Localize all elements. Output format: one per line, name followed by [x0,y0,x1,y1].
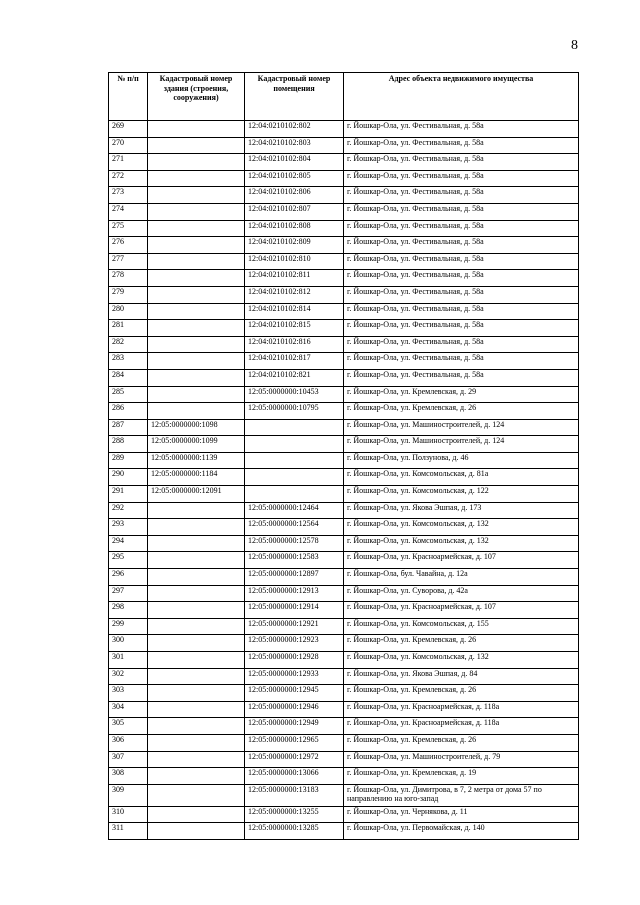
premises-cadastral-cell: 12:05:0000000:12564 [245,519,344,536]
premises-cadastral-cell [245,452,344,469]
row-number-cell: 303 [109,685,148,702]
row-number-cell: 275 [109,220,148,237]
premises-cadastral-cell: 12:05:0000000:12914 [245,602,344,619]
row-number-cell: 295 [109,552,148,569]
table-row [109,154,579,171]
premises-cadastral-cell: 12:05:0000000:12946 [245,701,344,718]
row-number-cell: 307 [109,751,148,768]
building-cadastral-cell [148,685,245,702]
address-cell: г. Йошкар-Ола, ул. Фестивальная, д. 58а [344,303,579,320]
building-cadastral-cell: 12:05:0000000:1099 [148,436,245,453]
row-number-cell: 277 [109,253,148,270]
address-cell: г. Йошкар-Ола, ул. Фестивальная, д. 58а [344,170,579,187]
building-cadastral-cell [148,718,245,735]
building-cadastral-cell [148,701,245,718]
address-cell: г. Йошкар-Ола, ул. Первомайская, д. 140 [344,823,579,840]
premises-cadastral-cell: 12:05:0000000:12945 [245,685,344,702]
building-cadastral-cell [148,823,245,840]
row-number-cell: 306 [109,734,148,751]
table-row [109,203,579,220]
row-number-cell: 300 [109,635,148,652]
address-cell: г. Йошкар-Ола, ул. Фестивальная, д. 58а [344,320,579,337]
address-cell: г. Йошкар-Ола, ул. Комсомольская, д. 122 [344,486,579,503]
table-row [109,734,579,751]
address-cell: г. Йошкар-Ола, ул. Ползунова, д. 46 [344,452,579,469]
row-number-cell: 272 [109,170,148,187]
header-premises-cadastral: Кадастровый номер помещения [245,73,344,121]
table-row [109,652,579,669]
row-number-cell: 290 [109,469,148,486]
address-cell: г. Йошкар-Ола, ул. Фестивальная, д. 58а [344,203,579,220]
row-number-cell: 294 [109,535,148,552]
premises-cadastral-cell: 12:05:0000000:12913 [245,585,344,602]
address-cell: г. Йошкар-Ола, ул. Машиностроителей, д. 124 [344,436,579,453]
building-cadastral-cell: 12:05:0000000:1098 [148,419,245,436]
row-number-cell: 302 [109,668,148,685]
building-cadastral-cell [148,137,245,154]
premises-cadastral-cell [245,436,344,453]
address-cell: г. Йошкар-Ола, ул. Фестивальная, д. 58а [344,154,579,171]
premises-cadastral-cell [245,419,344,436]
address-cell: г. Йошкар-Ола, ул. Комсомольская, д. 132 [344,519,579,536]
address-cell: г. Йошкар-Ола, ул. Кремлевская, д. 29 [344,386,579,403]
address-cell: г. Йошкар-Ола, ул. Комсомольская, д. 132 [344,652,579,669]
building-cadastral-cell [148,336,245,353]
header-building-cadastral: Кадастровый номер здания (строения, сооружения) [148,73,245,121]
building-cadastral-cell [148,784,245,806]
address-cell: г. Йошкар-Ола, ул. Красноармейская, д. 107 [344,602,579,619]
premises-cadastral-cell: 12:04:0210102:802 [245,121,344,138]
table-row [109,237,579,254]
building-cadastral-cell [148,635,245,652]
building-cadastral-cell [148,535,245,552]
premises-cadastral-cell: 12:05:0000000:12897 [245,569,344,586]
address-cell: г. Йошкар-Ола, бул. Чавайна, д. 12а [344,569,579,586]
table-row [109,270,579,287]
building-cadastral-cell [148,303,245,320]
address-cell: г. Йошкар-Ола, ул. Фестивальная, д. 58а [344,336,579,353]
row-number-cell: 297 [109,585,148,602]
premises-cadastral-cell: 12:04:0210102:807 [245,203,344,220]
table-row [109,320,579,337]
premises-cadastral-cell: 12:04:0210102:805 [245,170,344,187]
table-row [109,403,579,420]
row-number-cell: 271 [109,154,148,171]
premises-cadastral-cell: 12:04:0210102:812 [245,286,344,303]
premises-cadastral-cell: 12:05:0000000:12464 [245,502,344,519]
building-cadastral-cell [148,286,245,303]
building-cadastral-cell [148,170,245,187]
table-row [109,187,579,204]
table-row [109,286,579,303]
building-cadastral-cell [148,353,245,370]
premises-cadastral-cell: 12:04:0210102:816 [245,336,344,353]
premises-cadastral-cell [245,469,344,486]
address-cell: г. Йошкар-Ола, ул. Машиностроителей, д. 79 [344,751,579,768]
premises-cadastral-cell: 12:05:0000000:10453 [245,386,344,403]
table-row [109,668,579,685]
table-row [109,701,579,718]
premises-cadastral-cell: 12:05:0000000:12965 [245,734,344,751]
premises-cadastral-cell: 12:05:0000000:12972 [245,751,344,768]
building-cadastral-cell [148,602,245,619]
table-row [109,336,579,353]
address-cell: г. Йошкар-Ола, ул. Димитрова, в 7, 2 метра от дома 57 по направлению на юго-запад [344,784,579,806]
building-cadastral-cell [148,618,245,635]
table-row [109,569,579,586]
premises-cadastral-cell: 12:05:0000000:12933 [245,668,344,685]
premises-cadastral-cell: 12:05:0000000:12578 [245,535,344,552]
row-number-cell: 293 [109,519,148,536]
row-number-cell: 296 [109,569,148,586]
building-cadastral-cell: 12:05:0000000:1139 [148,452,245,469]
table-row [109,635,579,652]
building-cadastral-cell [148,751,245,768]
address-cell: г. Йошкар-Ола, ул. Фестивальная, д. 58а [344,121,579,138]
row-number-cell: 273 [109,187,148,204]
header-address: Адрес объекта недвижимого имущества [344,73,579,121]
premises-cadastral-cell: 12:04:0210102:814 [245,303,344,320]
address-cell: г. Йошкар-Ола, ул. Фестивальная, д. 58а [344,270,579,287]
table-row [109,823,579,840]
table-header-row [109,73,579,121]
table-row [109,469,579,486]
page-number: 8 [571,38,578,53]
table-row [109,369,579,386]
row-number-cell: 308 [109,768,148,785]
table-row [109,784,579,806]
row-number-cell: 289 [109,452,148,469]
row-number-cell: 278 [109,270,148,287]
row-number-cell: 291 [109,486,148,503]
building-cadastral-cell [148,237,245,254]
row-number-cell: 284 [109,369,148,386]
table-row [109,452,579,469]
row-number-cell: 305 [109,718,148,735]
premises-cadastral-cell [245,486,344,503]
row-number-cell: 276 [109,237,148,254]
row-number-cell: 304 [109,701,148,718]
table-row [109,718,579,735]
row-number-cell: 269 [109,121,148,138]
address-cell: г. Йошкар-Ола, ул. Комсомольская, д. 155 [344,618,579,635]
building-cadastral-cell [148,154,245,171]
premises-cadastral-cell: 12:05:0000000:13285 [245,823,344,840]
address-cell: г. Йошкар-Ола, ул. Красноармейская, д. 118а [344,701,579,718]
table-row [109,552,579,569]
row-number-cell: 274 [109,203,148,220]
table-row [109,386,579,403]
row-number-cell: 299 [109,618,148,635]
premises-cadastral-cell: 12:04:0210102:821 [245,369,344,386]
building-cadastral-cell [148,734,245,751]
row-number-cell: 311 [109,823,148,840]
building-cadastral-cell [148,320,245,337]
row-number-cell: 298 [109,602,148,619]
table-row [109,253,579,270]
building-cadastral-cell [148,187,245,204]
address-cell: г. Йошкар-Ола, ул. Машиностроителей, д. 124 [344,419,579,436]
address-cell: г. Йошкар-Ола, ул. Фестивальная, д. 58а [344,369,579,386]
row-number-cell: 282 [109,336,148,353]
premises-cadastral-cell: 12:05:0000000:12928 [245,652,344,669]
building-cadastral-cell [148,502,245,519]
table-row [109,585,579,602]
premises-cadastral-cell: 12:04:0210102:808 [245,220,344,237]
address-cell: г. Йошкар-Ола, ул. Кремлевская, д. 26 [344,635,579,652]
address-cell: г. Йошкар-Ола, ул. Кремлевская, д. 26 [344,685,579,702]
premises-cadastral-cell: 12:05:0000000:13066 [245,768,344,785]
address-cell: г. Йошкар-Ола, ул. Якова Эшпая, д. 84 [344,668,579,685]
premises-cadastral-cell: 12:04:0210102:804 [245,154,344,171]
address-cell: г. Йошкар-Ола, ул. Фестивальная, д. 58а [344,286,579,303]
address-cell: г. Йошкар-Ола, ул. Фестивальная, д. 58а [344,220,579,237]
address-cell: г. Йошкар-Ола, ул. Фестивальная, д. 58а [344,137,579,154]
row-number-cell: 285 [109,386,148,403]
address-cell: г. Йошкар-Ола, ул. Чернякова, д. 11 [344,806,579,823]
table-row [109,436,579,453]
address-cell: г. Йошкар-Ола, ул. Фестивальная, д. 58а [344,237,579,254]
table-body [109,121,579,840]
building-cadastral-cell [148,569,245,586]
table-row [109,137,579,154]
building-cadastral-cell [148,270,245,287]
address-cell: г. Йошкар-Ола, ул. Красноармейская, д. 118а [344,718,579,735]
table-row [109,502,579,519]
row-number-cell: 280 [109,303,148,320]
building-cadastral-cell [148,220,245,237]
table-row [109,685,579,702]
table-row [109,618,579,635]
building-cadastral-cell [148,121,245,138]
address-cell: г. Йошкар-Ола, ул. Фестивальная, д. 58а [344,253,579,270]
premises-cadastral-cell: 12:05:0000000:13255 [245,806,344,823]
address-cell: г. Йошкар-Ола, ул. Якова Эшпая, д. 173 [344,502,579,519]
address-cell: г. Йошкар-Ола, ул. Фестивальная, д. 58а [344,353,579,370]
premises-cadastral-cell: 12:05:0000000:13183 [245,784,344,806]
premises-cadastral-cell: 12:05:0000000:10795 [245,403,344,420]
table-row [109,353,579,370]
building-cadastral-cell [148,203,245,220]
row-number-cell: 286 [109,403,148,420]
building-cadastral-cell [148,253,245,270]
property-registry-table [108,72,579,840]
row-number-cell: 281 [109,320,148,337]
row-number-cell: 301 [109,652,148,669]
premises-cadastral-cell: 12:05:0000000:12921 [245,618,344,635]
row-number-cell: 309 [109,784,148,806]
address-cell: г. Йошкар-Ола, ул. Кремлевская, д. 26 [344,734,579,751]
table-row [109,602,579,619]
table-row [109,419,579,436]
table-row [109,170,579,187]
table-row [109,486,579,503]
premises-cadastral-cell: 12:05:0000000:12583 [245,552,344,569]
address-cell: г. Йошкар-Ола, ул. Комсомольская, д. 132 [344,535,579,552]
address-cell: г. Йошкар-Ола, ул. Суворова, д. 42а [344,585,579,602]
row-number-cell: 288 [109,436,148,453]
premises-cadastral-cell: 12:05:0000000:12949 [245,718,344,735]
address-cell: г. Йошкар-Ола, ул. Кремлевская, д. 26 [344,403,579,420]
row-number-cell: 283 [109,353,148,370]
table-row [109,303,579,320]
premises-cadastral-cell: 12:04:0210102:809 [245,237,344,254]
premises-cadastral-cell: 12:04:0210102:810 [245,253,344,270]
building-cadastral-cell [148,403,245,420]
building-cadastral-cell: 12:05:0000000:1184 [148,469,245,486]
table-row [109,535,579,552]
table-row [109,751,579,768]
address-cell: г. Йошкар-Ола, ул. Фестивальная, д. 58а [344,187,579,204]
building-cadastral-cell [148,806,245,823]
row-number-cell: 287 [109,419,148,436]
building-cadastral-cell [148,585,245,602]
premises-cadastral-cell: 12:04:0210102:806 [245,187,344,204]
building-cadastral-cell [148,519,245,536]
premises-cadastral-cell: 12:04:0210102:815 [245,320,344,337]
building-cadastral-cell [148,386,245,403]
building-cadastral-cell [148,552,245,569]
table-row [109,220,579,237]
table-row [109,121,579,138]
table-row [109,768,579,785]
header-number: № п/п [109,73,148,121]
building-cadastral-cell [148,652,245,669]
building-cadastral-cell [148,768,245,785]
premises-cadastral-cell: 12:04:0210102:803 [245,137,344,154]
address-cell: г. Йошкар-Ола, ул. Красноармейская, д. 107 [344,552,579,569]
table-row [109,519,579,536]
premises-cadastral-cell: 12:04:0210102:811 [245,270,344,287]
premises-cadastral-cell: 12:04:0210102:817 [245,353,344,370]
building-cadastral-cell [148,369,245,386]
address-cell: г. Йошкар-Ола, ул. Кремлевская, д. 19 [344,768,579,785]
address-cell: г. Йошкар-Ола, ул. Комсомольская, д. 81а [344,469,579,486]
table-row [109,806,579,823]
building-cadastral-cell [148,668,245,685]
row-number-cell: 310 [109,806,148,823]
row-number-cell: 292 [109,502,148,519]
row-number-cell: 279 [109,286,148,303]
building-cadastral-cell: 12:05:0000000:12091 [148,486,245,503]
premises-cadastral-cell: 12:05:0000000:12923 [245,635,344,652]
row-number-cell: 270 [109,137,148,154]
